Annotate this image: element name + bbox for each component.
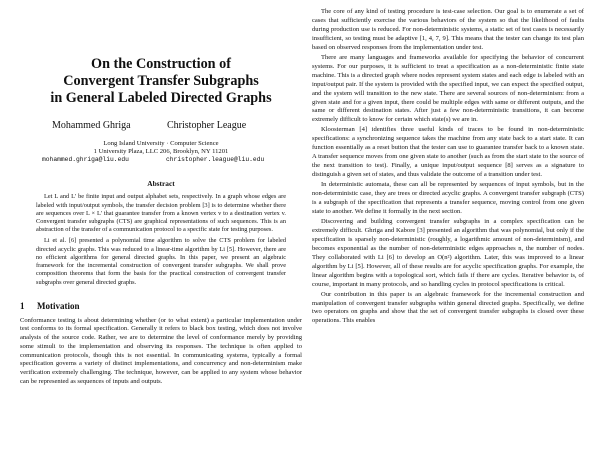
title-line: in General Labeled Directed Graphs [50, 90, 272, 106]
body-paragraph: Conformance testing is about determining whether (or to what extent) a particular implementation under test conforms to its formal specification. Generally it refers to black box testing, which does not involve analysis of the source code. Rather, we are to determine the level of conformance merely by providing some stimuli to the implementation and observing its responses. The technique is often applied to communication protocols, though this is not essential. In communicating systems, typically a formal specification governs a variety of distinct implementations, and concurrency and non-determinism make verification extremely challenging. The technique, however, can be applied to any system whose behavior can be represented as sequences of inputs and outputs. [20, 316, 302, 385]
title-line: Convergent Transfer Subgraphs [63, 73, 259, 89]
author-name: Christopher League [167, 120, 247, 131]
left-column [20, 56, 302, 386]
author-email: christopher.league@liu.edu [166, 156, 265, 164]
right-column [312, 6, 584, 327]
body-paragraph: Discovering and building convergent transfer subgraphs in a complex specification can be extremely difficult. Ghriga and Kabore [3] presented an algorithm that was polynomial, but only if the specification is sparsely non-deterministic (roughly, a logarithmic amount of non-determinism), and becomes exponential as the number of non-deterministic edges approaches n, the number of nodes. They collaborated with Li [6] to develop an O(n²) algorithm. Later, this was improved to a linear algorithm by Li [5]. However, all of these results are for acyclic specification graphs. For example, the linear algorithm begins with a topological sort, which fails if there are cycles. Iterative behavior is, of course, important in many protocols, and so handling cycles in protocol specifications is critical. [312, 217, 584, 288]
abstract-paragraph: Li et al. [6] presented a polynomial time algorithm to solve the CTS problem for labeled directed acyclic graphs. This was reduced to a linear-time algorithm by Li [5]. However, there are no efficient algorithms for general directed graphs. In this paper, we present an algebraic framework for the incremental construction of convergent transfer subgraphs. We shall prove composition theorems that form the basis for the practical construction of convergent transfer subgraphs over general directed graphs. [36, 237, 286, 286]
author-emails [20, 156, 302, 165]
body-paragraph: Kloosterman [4] identifies three useful kinds of traces to be found in non-deterministic specifications: a synchronizing sequence takes the machine from any state back to a start state. It can function essentially as a reset button that the tester can use to guarantee transfer back to a known state. A transfer sequence moves from one given state to another (such as from the start state to the source of the next transition to test). Finally, a unique input/output sequence [8] serves as a signature to distinguish a given set of states, and thus validate the outcome of a transition under test. [312, 126, 584, 179]
abstract [36, 193, 286, 286]
body-paragraph: Our contribution in this paper is an algebraic framework for the incremental construction and manipulation of convergent transfer subgraphs within general directed graphs. Specifically, we define two operators on graphs and show that the set of convergent transfer subgraphs is closed over these operations. This enables [312, 290, 584, 325]
paper-title [20, 56, 302, 107]
abstract-paragraph: Let L and L' be finite input and output alphabet sets, respectively. In a graph whose edges are labeled with input/output symbols, the transfer decision problem [3] is to determine whether there are sequences over L × L' that guarantee transfer from a known vertex v to a destination vertex v. Convergent transfer subgraphs (CTS) are graphical representations of such sequences. This is an abstraction of the transfer of a communication protocol to a specific state for testing purposes. [36, 193, 286, 234]
affiliation [20, 140, 302, 156]
title-line: On the Construction of [91, 56, 231, 72]
affiliation-line: 1 University Plaza, LLC 206, Brooklyn, NY 11201 [93, 148, 229, 156]
body-paragraph: The core of any kind of testing procedure is test-case selection. Our goal is to enumerate a set of cases that sufficiently exercise the various behaviors of the system so that the likelihood of faults during production use is reduced. For non-deterministic systems, a static set of test cases is necessarily insufficient, so testing must be adaptive [1, 4, 7, 9]. This means that the tester can change its test plan based on observed responses from the implementation under test. [312, 8, 584, 51]
author-name: Mohammed Ghriga [52, 120, 131, 131]
section-title: Motivation [37, 300, 80, 311]
section-body [20, 317, 302, 387]
affiliation-line: Long Island University · Computer Science [103, 140, 219, 147]
body-paragraph: There are many languages and frameworks available for specifying the behavior of concurrent systems. For our purposes, it is sufficient to treat a specification as a non-deterministic finite state machine. This is a directed graph where nodes represent system states and each edge is labeled with an input/output pair. If the system is provided with the specified input, we can expect the specified output, and the system will transition to the new state. There are several sources of non-determinism: from a given state and for a given input, there could be multiple edges with same or different outputs, and the same or different destination states. After just a few non-deterministic transitions, it can become extremely difficult to know for certain which state(s) we are in. [312, 53, 584, 124]
abstract-heading: Abstract [147, 179, 175, 189]
body-paragraph: In deterministic automata, these can all be represented by sequences of input symbols, but in the non-deterministic case, they are trees or directed acyclic graphs. A convergent transfer subgraph (CTS) is a subgraph of the specification that represents a transfer sequence, moving control from one given state to another. We define it formally in the next section. [312, 181, 584, 215]
author-list [20, 120, 302, 136]
author-email: mohammed.ghriga@liu.edu [42, 156, 129, 164]
section-heading [20, 301, 302, 311]
section-number: 1 [20, 300, 25, 311]
